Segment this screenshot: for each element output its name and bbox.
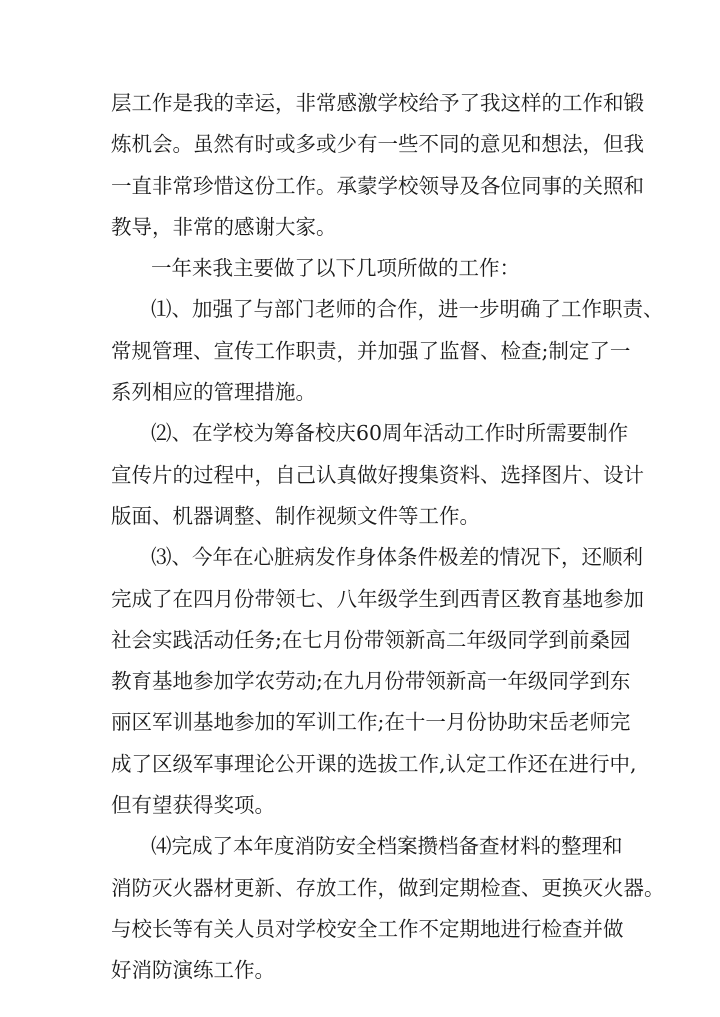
text-line: 社会实践活动任务;在七月份带领新高二年级同学到前桑园 [111,627,631,652]
text-line: 版面、机器调整、制作视频文件等工作。 [111,503,480,528]
text-line: 炼机会。虽然有时或多或少有一些不同的意见和想法，但我 [111,132,644,157]
text-line: ⑵、在学校为筹备校庆60周年活动工作时所需要制作 [151,421,629,446]
text-line: ⑴、加强了与部门老师的合作，进一步明确了工作职责、 [151,297,664,322]
text-line: 教育基地参加学农劳动;在九月份带领新高一年级同学到东 [111,669,631,694]
text-line: 教导，非常的感谢大家。 [111,214,337,239]
text-line: 层工作是我的幸运，非常感激学校给予了我这样的工作和锻 [111,91,644,115]
text-line: 常规管理、宣传工作职责，并加强了监督、检查;制定了一 [111,338,631,363]
text-line: 完成了在四月份带领七、八年级学生到西青区教育基地参加 [111,586,644,611]
text-line: 好消防演练工作。 [111,958,275,983]
document-body [111,83,665,992]
text-line: 成了区级军事理论公开课的选拔工作,认定工作还在进行中, [111,751,637,776]
text-line: 但有望获得奖项。 [111,793,275,818]
text-line: ⑶、今年在心脏病发作身体条件极差的情况下，还顺利 [151,545,643,570]
text-line: 一直非常珍惜这份工作。承蒙学校领导及各位同事的关照和 [111,173,644,198]
text-line: 丽区军训基地参加的军训工作;在十一月份协助宋岳老师完 [111,710,631,735]
text-line: 与校长等有关人员对学校安全工作不定期地进行检查并做 [111,916,624,941]
text-line: 消防灭火器材更新、存放工作，做到定期检查、更换灭火器。 [111,875,665,900]
text-line: 系列相应的管理措施。 [111,380,316,405]
text-line: 宣传片的过程中，自己认真做好搜集资料、选择图片、设计 [111,462,644,487]
text-line: ⑷完成了本年度消防安全档案攒档备查材料的整理和 [151,834,623,859]
text-line: 一年来我主要做了以下几项所做的工作： [151,256,520,281]
